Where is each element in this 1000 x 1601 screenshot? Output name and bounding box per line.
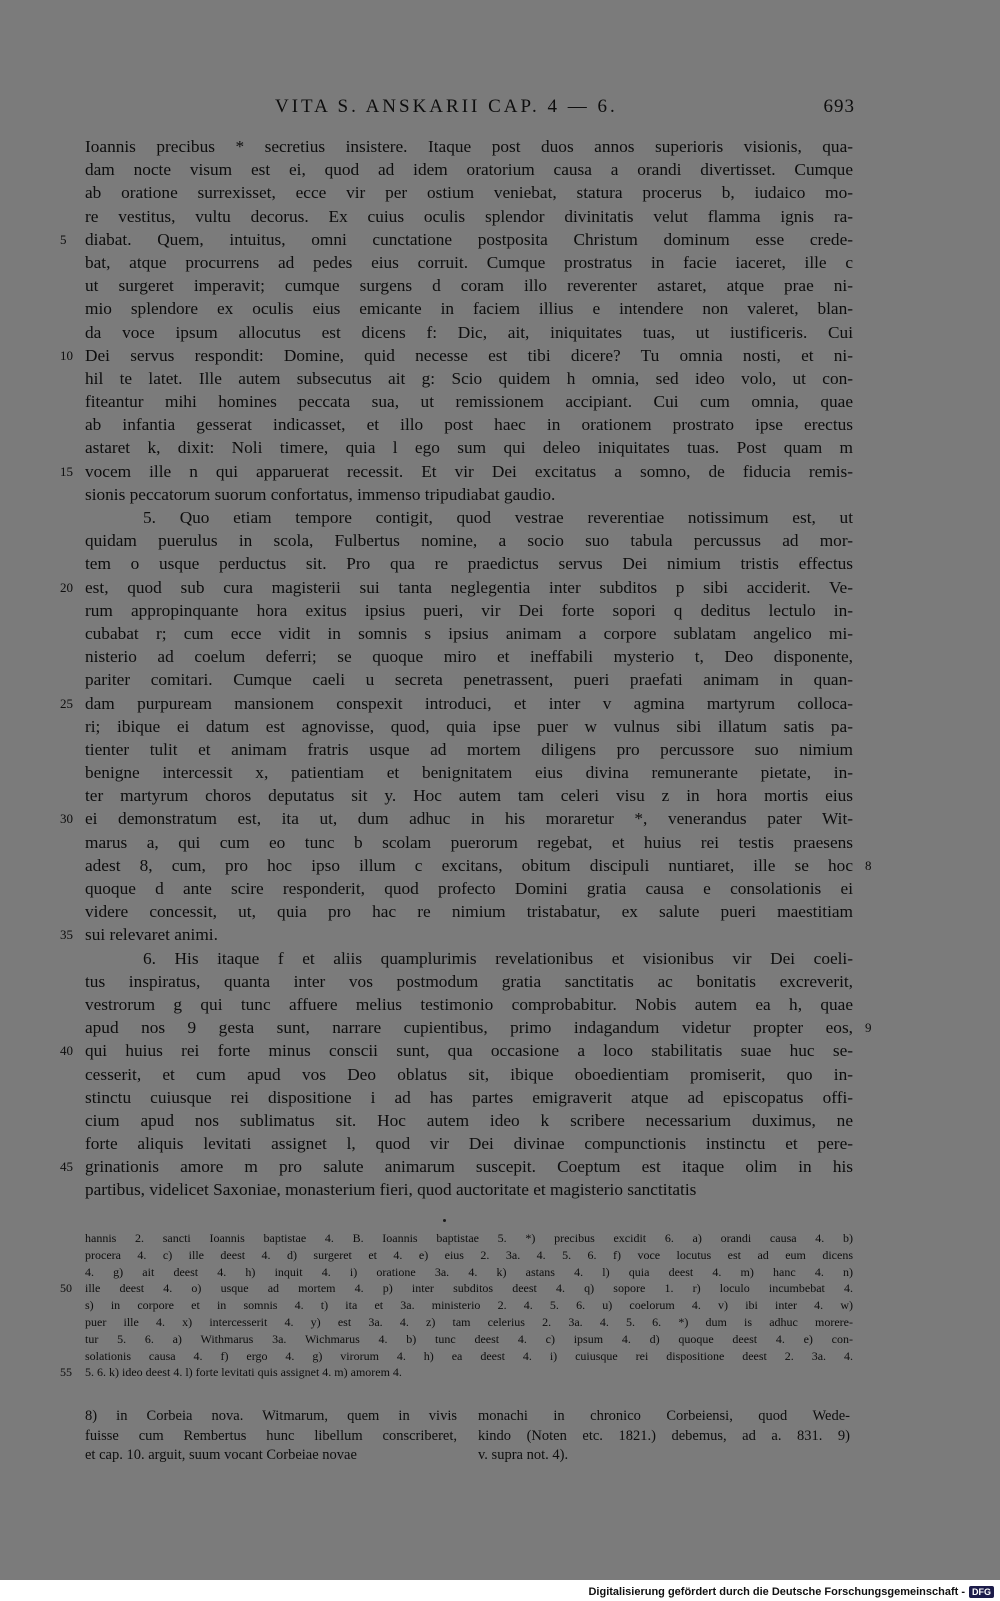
line-text: hil te latet. Ille autem subsecutus ait g: Scio quidem h omnia, sed ideo volo, ut con- [85,368,853,388]
text-line [85,599,853,622]
line-text: procera 4. c) ille deest 4. d) surgeret et 4. e) eius 2. 3a. 4. 5. 6. f) voce locutus est ad eum dicens [85,1247,853,1262]
text-line [85,367,853,390]
text-line [85,135,853,158]
text-line [478,1427,850,1447]
line-text: ille deest 4. o) usque ad mortem 4. p) inter subditos deest 4. q) sopore 1. r) loculo incumbebat 4. [85,1281,853,1296]
line-text: Dei servus respondit: Domine, quid necesse est tibi dicere? Tu omnia nosti, et ni- [85,345,853,365]
text-line [60,692,853,715]
text-line [85,715,853,738]
line-text: quidam puerulus in scola, Fulbertus nomine, a socio suo tabula percussus ad mor- [85,531,853,551]
line-text: nisterio ad coelum deferri; se quoque miro et ineffabili mysterio t, Deo disponente, [85,647,853,667]
text-line [85,413,853,436]
text-line [85,297,853,320]
running-header [85,96,855,120]
line-text: 8) in Corbeia nova. Witmarum, quem in vivis [85,1408,457,1424]
text-line [85,158,853,181]
line-number: 40 [60,1043,73,1059]
text-line [85,1132,853,1155]
text-line [85,970,853,993]
text-line [60,807,853,830]
text-line [85,321,853,344]
line-text: videre concessit, ut, quia pro hac re nimium tristabatur, ex salute pueri maestitiam [85,902,853,922]
line-text: solationis causa 4. f) ergo 4. g) virorum 4. h) ea deest 4. i) cuiusque rei dispositione deest 2. 3a. 4. [85,1348,853,1363]
line-text: adest 8, cum, pro hoc ipso illum c excitans, obitum discipuli nuntiaret, ille se hoc [85,855,853,875]
line-text: ei demonstratum est, ita ut, dum adhuc in his moraretur *, venerandus pater Wit- [85,809,853,829]
text-line [85,1446,457,1466]
line-text: ut surgeret imperavit; cumque surgens d coram illo reverenter astaret, atque prae ni- [85,276,853,296]
line-number: 20 [60,579,73,595]
text-line [85,1348,853,1365]
text-line [85,1297,853,1314]
line-text: ter martyrum choros deputatus sit y. Hoc autem tam celeri visu z in hora mortis eius [85,786,853,806]
text-line [85,1331,853,1348]
notes-left-column [85,1407,457,1466]
text-line [478,1446,850,1466]
text-line [85,1109,853,1132]
text-line [60,923,853,946]
text-line [478,1407,850,1427]
line-text: pariter comitari. Cumque caeli u secreta penetrassent, pueri praefati animam in quan- [85,670,853,690]
text-line [85,645,853,668]
text-line [85,784,853,807]
running-title: VITA S. ANSKARII CAP. 4 — 6. [275,96,618,117]
line-text: et cap. 10. arguit, suum vocant Corbeiae novae [85,1447,357,1463]
text-line [85,1086,853,1109]
line-number: 50 [60,1281,72,1296]
line-text: mio splendore ex oculis eius emicante in faciem illius e intendere non valeret, blan- [85,299,853,319]
line-text: dam nocte visum est ei, quod ad idem oratorium causa a orandi divertisset. Cumque [85,160,853,180]
line-text: ab infantia gesserat indicasset, et illo post haec in orationem prostrato ipse erectus [85,415,853,435]
text-line [85,1178,853,1201]
text-line [85,738,853,761]
text-line [85,947,853,970]
text-line [85,1016,872,1039]
line-text: est, quod sub cura magisterii sui tanta neglegentia inter subditos p sibi acciderit. Ve- [85,577,853,597]
line-text: hannis 2. sancti Ioannis baptistae 4. B. Ioannis baptistae 5. *) precibus excidit 6. a) orandi causa 4. b) [85,1231,853,1245]
line-text: ri; ibique ei datum est agnovisse, quod, quia ipse puer w vulnus sibi illatum satis pa- [85,716,853,736]
text-line [60,576,853,599]
text-line [60,228,853,251]
line-text: puer ille 4. x) intercesserit 4. y) est 3a. 4. z) tam celerius 2. 3a. 4. 5. 6. *) dum is adhuc morere- [85,1314,853,1329]
separator-mark [443,1219,446,1222]
margin-note-number: 8 [865,857,872,873]
line-number: 30 [60,811,73,827]
line-text: cium apud nos sublimatus sit. Hoc autem ideo k scribere necessarium duximus, ne [85,1110,853,1130]
line-text: marus a, qui cum eo tunc b scolam puerorum regebat, et huius rei testis praesens [85,832,853,852]
text-line [85,761,853,784]
page-number: 693 [823,96,855,117]
text-line [85,181,853,204]
line-text: ab oratione surrexisset, ecce vir per ostium veniebat, statura procerus b, iudaico mo- [85,183,853,203]
line-text: qui huius rei forte minus conscii sunt, qua occasione a loco stabilitatis suae huc se- [85,1041,853,1061]
text-line [85,529,853,552]
line-text: v. supra not. 4). [478,1447,569,1463]
critical-apparatus [60,1230,853,1381]
line-text: 4. g) ait deest 4. h) inquit 4. i) oratione 3a. 4. k) astans 4. l) quia deest 4. m) hanc 4. n) [85,1264,853,1279]
line-text: tem o usque perductus sit. Pro qua re praedictus servus Dei nimium tristis effectus [85,554,853,574]
line-number: 55 [60,1365,72,1380]
text-line [85,1314,853,1331]
line-text: tur 5. 6. a) Withmarus 3a. Wichmarus 4. b) tunc deest 4. c) ipsum 4. d) quoque deest 4. e) con- [85,1331,853,1346]
text-line [60,460,853,483]
text-line [60,1155,853,1178]
line-text: vestrorum g qui tunc affuere melius testimonio comprobabitur. Nobis autem ea h, quae [85,994,853,1014]
margin-note-number: 9 [865,1020,872,1036]
line-text: quoque d ante scire responderit, quod profecto Domini gratia causa e consolationis ei [85,879,853,898]
line-text: rum appropinquante hora exitus ipsius pueri, vir Dei forte sopori q deditus lectulo in- [85,600,853,620]
line-text: s) in corpore et in somnis 4. t) ita et 3a. ministerio 2. 4. 5. 6. u) coelorum 4. v) ibi inter 4. w) [85,1298,853,1313]
text-line [60,1364,853,1381]
text-line [60,1280,853,1297]
text-line [60,344,853,367]
line-text: grinationis amore m pro salute animarum suscepit. Coeptum est itaque olim in his [85,1157,853,1177]
line-text: 5. Quo etiam tempore contigit, quod vestrae reverentiae notissimum est, ut [143,508,853,527]
text-line [85,506,853,529]
text-line [85,1407,457,1427]
text-line [85,1063,853,1086]
line-number: 45 [60,1159,73,1175]
line-text: tienter tulit et animam fratris usque ad mortem diligens pro percussore suo nimium [85,739,853,759]
dfg-logo: DFG [969,1586,994,1598]
text-line [85,900,853,923]
line-text: monachi in chronico Corbeiensi, quod Wede- [478,1408,850,1424]
line-text: dam purpuream mansionem conspexit introduci, et inter v agmina martyrum colloca- [85,693,853,713]
line-text: apud nos 9 gesta sunt, narrare cupientibus, primo indagandum videtur propter eos, [85,1018,853,1038]
text-line [85,854,872,877]
text-line [85,668,853,691]
text-line [85,483,853,506]
line-text: da voce ipsum allocutus est dicens f: Dic, ait, iniquitates tuas, ut iustificeris. Cui [85,322,853,342]
line-text: cesserit, et cum apud vos Deo oblatus sit, ibique oboedientiam promiserit, quo in- [85,1064,853,1084]
line-number: 10 [60,347,73,363]
line-text: re vestitus, vultu decorus. Ex cuius oculis splendor divinitatis velut flamma ignis ra- [85,206,853,226]
line-text: partibus, videlicet Saxoniae, monasterium fieri, quod auctoritate et magisterio sanctitatis [85,1180,697,1200]
line-text: forte aliquis levitati assignet l, quod vir Dei divinae compunctionis instinctu et pere- [85,1134,853,1154]
line-number: 35 [60,927,73,943]
line-text: fiteantur mihi homines peccata sua, ut remissionem accipiant. Cui cum omnia, quae [85,392,853,412]
line-text: kindo (Noten etc. 1821.) debemus, ad a. 831. 9) [478,1427,850,1444]
line-text: diabat. Quem, intuitus, omni cunctatione postposita Christum dominum esse crede- [85,229,853,249]
banner-text: Digitalisierung gefördert durch die Deutsche Forschungsgemeinschaft - [588,1585,965,1598]
line-text: 5. 6. k) ideo deest 4. l) forte levitati quis assignet 4. m) amorem 4. [85,1365,402,1380]
text-line [85,993,853,1016]
line-number: 5 [60,231,67,247]
text-line [85,205,853,228]
text-line [85,436,853,459]
notes-right-column [478,1407,850,1466]
text-line [85,1427,457,1447]
line-text: sui relevaret animi. [85,925,218,945]
line-number: 15 [60,463,73,479]
text-line [85,251,853,274]
line-text: cubabat r; cum ecce vidit in somnis s ipsius animam a corpore sublatam angelico mi- [85,623,853,643]
text-line [85,552,853,575]
text-line [85,390,853,413]
funding-banner [588,1584,994,1599]
text-line [85,1264,853,1281]
line-text: bat, atque procurrens ad pedes eius corruit. Cumque prostratus in facie iaceret, ille c [85,252,853,272]
line-text: Ioannis precibus * secretius insistere. Itaque post duos annos superioris visionis, qua- [85,137,853,156]
main-text [60,135,872,1202]
text-line [85,1230,853,1247]
text-line [85,622,853,645]
line-text: benigne intercessit x, patientiam et benignitatem eius divina remunerante pietate, in- [85,763,853,783]
text-line [85,274,853,297]
text-line [60,1039,853,1062]
line-text: tus inspiratus, quanta inter vos postmodum gratia sanctitatis ac bonitatis excreverit, [85,971,853,991]
line-text: fuisse cum Rembertus hunc libellum conscriberet, [85,1427,457,1444]
text-line [85,877,853,900]
line-number: 25 [60,695,73,711]
text-line [85,831,853,854]
line-text: astaret k, dixit: Noli timere, quia l ego sum qui deleo iniquitates tuas. Post quam m [85,438,853,458]
line-text: stinctu cuiusque rei dispositione i ad has partes emigraverit atque ad episcopatus offi- [85,1087,853,1107]
line-text: vocem ille n qui apparuerat recessit. Et vir Dei excitatus a somno, de fiducia remis- [85,461,853,481]
text-line [85,1247,853,1264]
line-text: 6. His itaque f et aliis quamplurimis revelationibus et visionibus vir Dei coeli- [143,948,853,968]
line-text: sionis peccatorum suorum confortatus, immenso tripudiabat gaudio. [85,484,556,504]
